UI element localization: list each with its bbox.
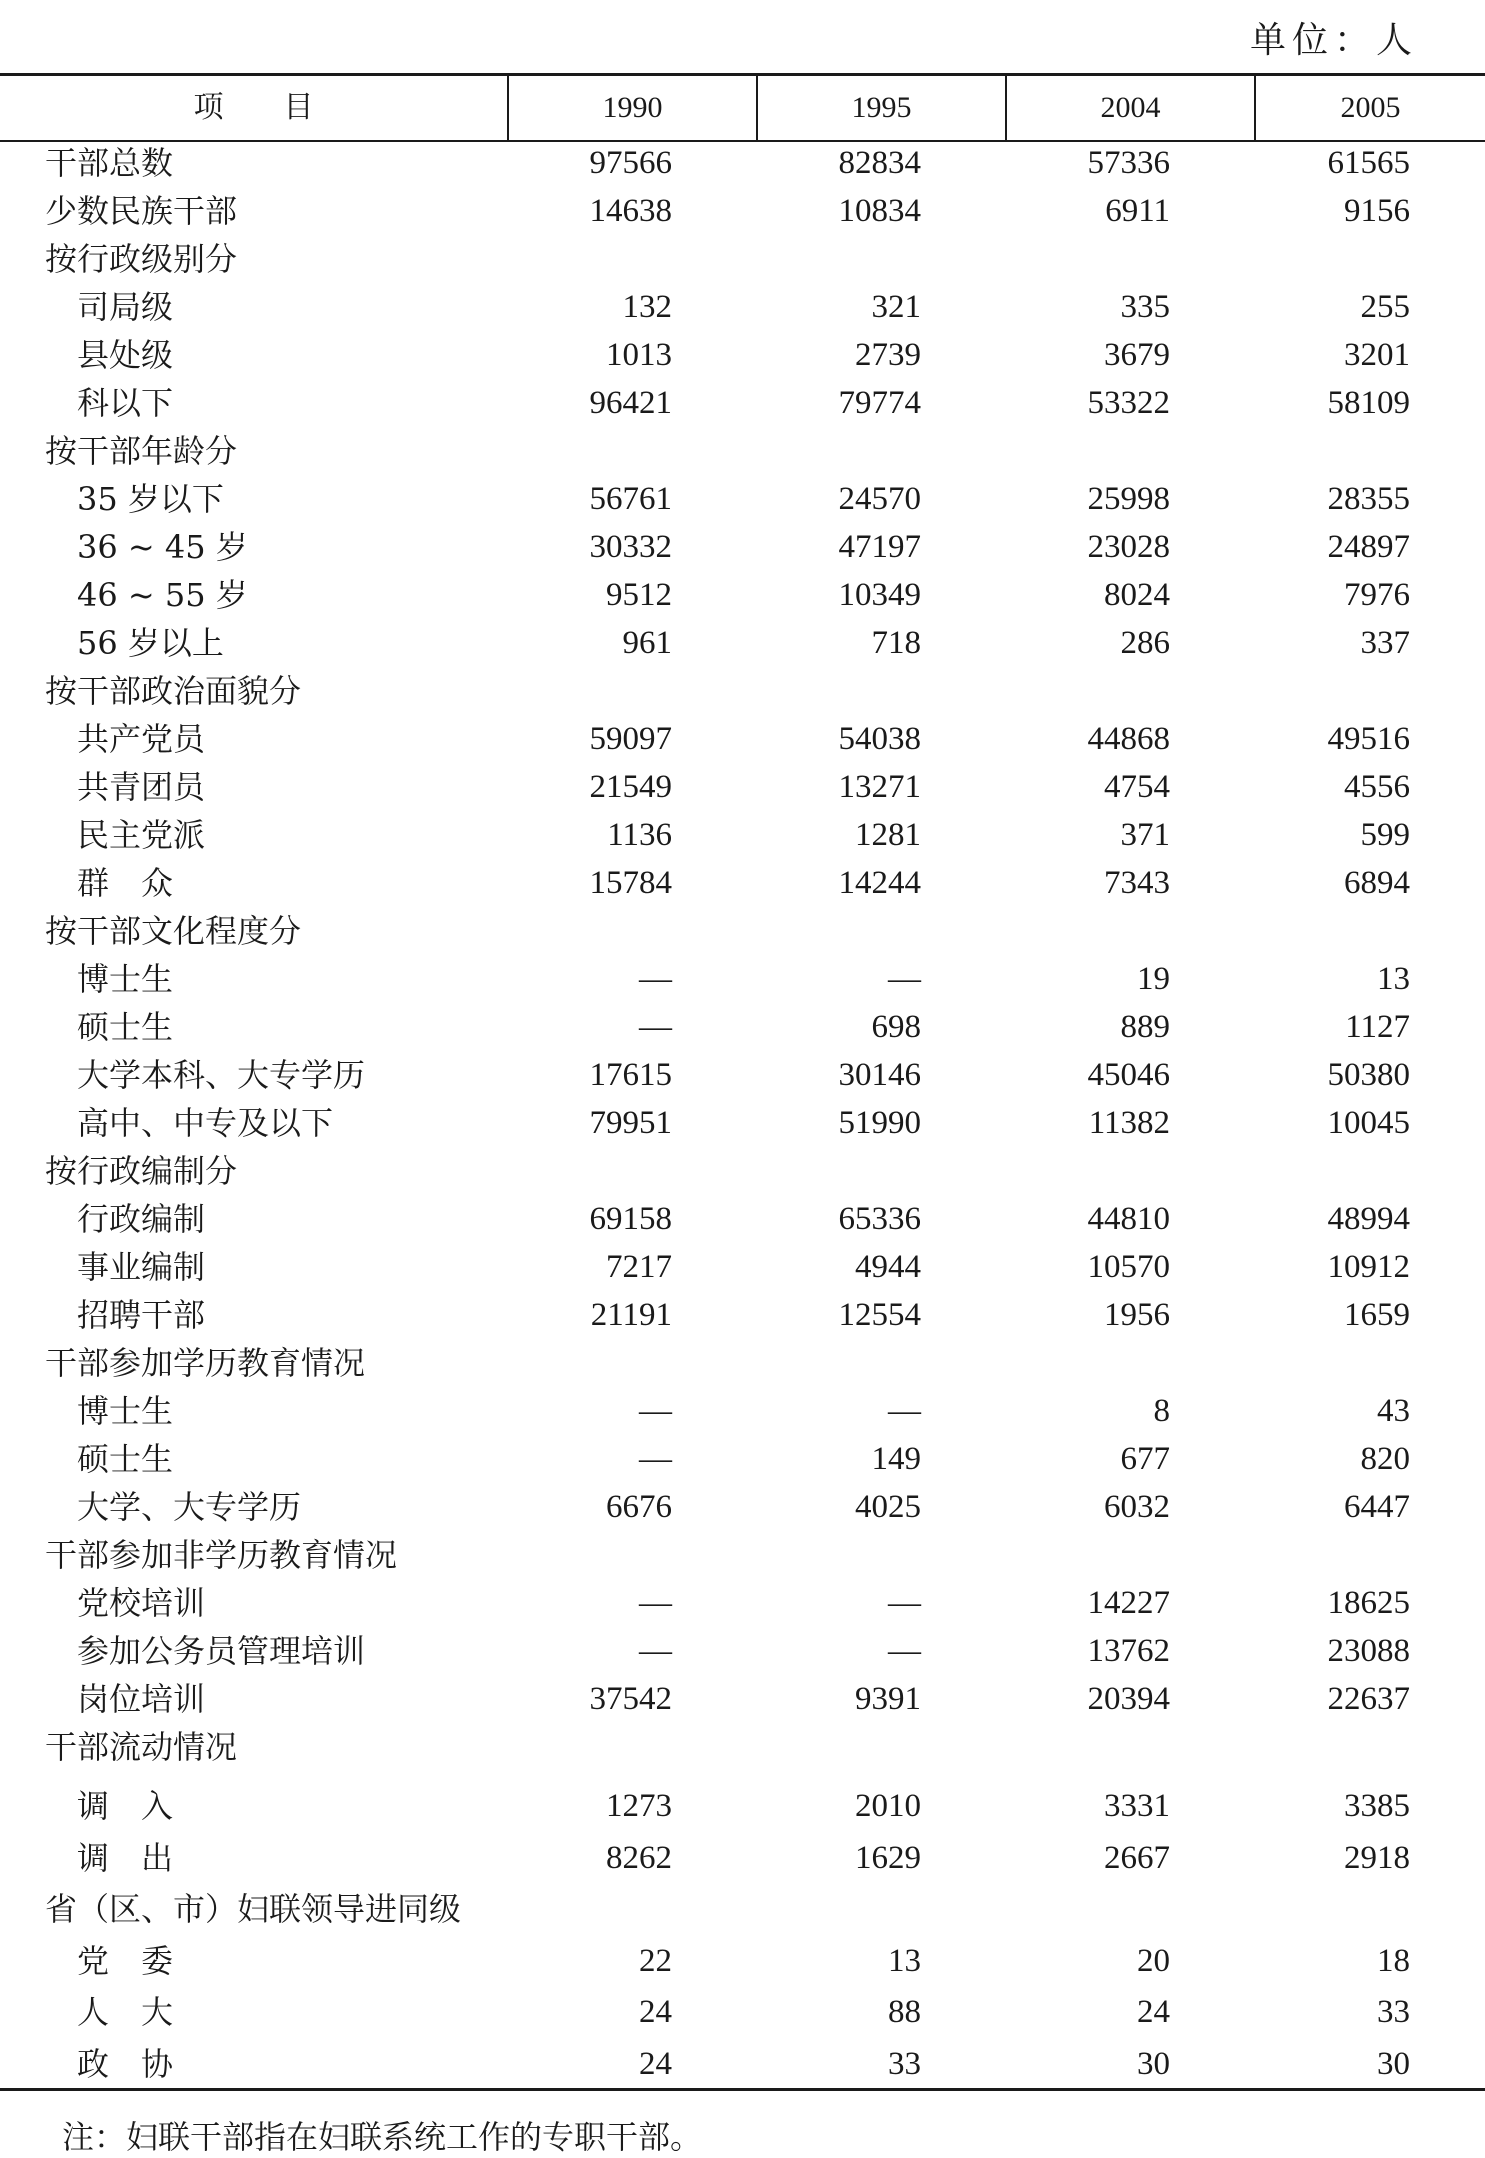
row-value: 4025 [855, 1489, 921, 1525]
row-value: 25998 [1087, 481, 1170, 517]
header-year: 2004 [1100, 91, 1161, 124]
row-value: 1273 [606, 1788, 672, 1824]
row-value: 10570 [1087, 1249, 1170, 1285]
row-value: 255 [1360, 289, 1410, 325]
row-label: 按行政编制分 [45, 1152, 238, 1190]
row-value: 1136 [607, 817, 672, 853]
row-value: 132 [622, 289, 672, 325]
row-value: 3385 [1344, 1788, 1410, 1824]
row-value: 4556 [1344, 769, 1410, 805]
row-label: 按干部年龄分 [45, 432, 238, 470]
row-label: 干部总数 [45, 144, 174, 182]
row-value: 61565 [1327, 145, 1410, 181]
row-label: 共青团员 [77, 768, 206, 806]
row-value: 7343 [1104, 865, 1170, 901]
row-label: 县处级 [77, 336, 174, 374]
row-label: 干部参加非学历教育情况 [45, 1536, 398, 1574]
row-value: 286 [1120, 625, 1170, 661]
row-value: 56761 [589, 481, 672, 517]
row-value: 8024 [1104, 577, 1170, 613]
row-value: 13 [888, 1943, 921, 1979]
row-value: 44810 [1087, 1201, 1170, 1237]
row-value: 321 [871, 289, 921, 325]
row-value: 698 [871, 1009, 921, 1045]
row-value: — [639, 1393, 672, 1429]
row-value: 889 [1120, 1009, 1170, 1045]
row-value: 6447 [1344, 1489, 1410, 1525]
row-value: — [639, 961, 672, 997]
row-value: 21549 [589, 769, 672, 805]
row-value: 10045 [1327, 1105, 1410, 1141]
header-item: 项 目 [193, 91, 314, 124]
row-label: 科以下 [77, 384, 174, 422]
row-value: 20 [1137, 1943, 1170, 1979]
row-label: 党校培训 [77, 1584, 206, 1622]
row-value: 371 [1120, 817, 1170, 853]
row-value: 88 [888, 1994, 921, 2030]
row-label: 少数民族干部 [45, 192, 238, 230]
footnote: 注：妇联干部指在妇联系统工作的专职干部。 [62, 2118, 703, 2156]
row-label: 招聘干部 [77, 1296, 206, 1334]
row-value: 9156 [1344, 193, 1410, 229]
row-value: 30 [1377, 2046, 1410, 2082]
row-value: 45046 [1087, 1057, 1170, 1093]
row-label: 行政编制 [77, 1200, 206, 1238]
row-value: 8262 [606, 1840, 672, 1876]
row-value: 50380 [1327, 1057, 1410, 1093]
header-year: 2005 [1340, 91, 1401, 124]
row-value: 3679 [1104, 337, 1170, 373]
row-value: 44868 [1087, 721, 1170, 757]
row-value: 2667 [1104, 1840, 1170, 1876]
row-label: 博士生 [77, 960, 174, 998]
header-year: 1990 [602, 91, 663, 124]
row-value: 7976 [1344, 577, 1410, 613]
row-value: 21191 [590, 1297, 672, 1333]
row-value: 20394 [1087, 1681, 1170, 1717]
row-value: 149 [871, 1441, 921, 1477]
row-value: 79774 [838, 385, 921, 421]
row-label: 35 岁以下 [77, 480, 224, 518]
row-value: 13271 [838, 769, 921, 805]
row-value: 6032 [1104, 1489, 1170, 1525]
row-value: 6911 [1105, 193, 1170, 229]
row-value: 12554 [838, 1297, 921, 1333]
row-value: 30332 [589, 529, 672, 565]
row-value: 14244 [838, 865, 921, 901]
row-value: 18 [1377, 1943, 1410, 1979]
row-value: 37542 [589, 1681, 672, 1717]
row-value: 1013 [606, 337, 672, 373]
row-value: 6894 [1344, 865, 1410, 901]
row-label: 调 出 [77, 1839, 174, 1877]
row-value: 13 [1377, 961, 1410, 997]
row-value: 97566 [589, 145, 672, 181]
row-value: 24 [639, 1994, 672, 2030]
row-value: — [888, 1633, 921, 1669]
row-label: 干部流动情况 [45, 1728, 238, 1766]
row-label: 硕士生 [77, 1440, 174, 1478]
row-value: 9512 [606, 577, 672, 613]
row-label: 按干部政治面貌分 [45, 672, 302, 710]
row-label: 省（区、市）妇联领导进同级 [45, 1890, 462, 1928]
row-value: 54038 [838, 721, 921, 757]
row-label: 共产党员 [77, 720, 206, 758]
row-value: 24897 [1327, 529, 1410, 565]
row-label: 政 协 [77, 2045, 174, 2083]
row-value: 14638 [589, 193, 672, 229]
row-value: 79951 [589, 1105, 672, 1141]
row-value: 335 [1120, 289, 1170, 325]
table-top-rule [0, 73, 1485, 76]
row-value: 14227 [1087, 1585, 1170, 1621]
row-value: — [888, 1393, 921, 1429]
row-value: 1281 [855, 817, 921, 853]
row-value: 2918 [1344, 1840, 1410, 1876]
row-value: 4754 [1104, 769, 1170, 805]
row-value: 43 [1377, 1393, 1410, 1429]
row-value: 7217 [606, 1249, 672, 1285]
row-value: 1956 [1104, 1297, 1170, 1333]
row-value: — [888, 961, 921, 997]
row-label: 大学、大专学历 [77, 1488, 302, 1526]
row-value: — [639, 1633, 672, 1669]
row-value: 11382 [1088, 1105, 1170, 1141]
row-value: — [639, 1009, 672, 1045]
row-label: 参加公务员管理培训 [77, 1632, 366, 1670]
row-value: — [639, 1585, 672, 1621]
row-value: 65336 [838, 1201, 921, 1237]
row-label: 事业编制 [77, 1248, 206, 1286]
row-value: 24570 [838, 481, 921, 517]
row-value: 677 [1120, 1441, 1170, 1477]
row-value: 1629 [855, 1840, 921, 1876]
row-value: 24 [1137, 1994, 1170, 2030]
row-label: 高中、中专及以下 [77, 1104, 334, 1142]
row-value: 1127 [1345, 1009, 1410, 1045]
header-bottom-rule [0, 140, 1485, 142]
row-label: 调 入 [77, 1787, 174, 1825]
row-value: 820 [1360, 1441, 1410, 1477]
row-value: — [888, 1585, 921, 1621]
row-value: 6676 [606, 1489, 672, 1525]
row-label: 岗位培训 [77, 1680, 206, 1718]
row-value: 23088 [1327, 1633, 1410, 1669]
row-value: 9391 [855, 1681, 921, 1717]
row-value: 51990 [838, 1105, 921, 1141]
row-value: 10912 [1327, 1249, 1410, 1285]
row-value: 2739 [855, 337, 921, 373]
row-label: 按行政级别分 [45, 240, 238, 278]
row-value: 961 [622, 625, 672, 661]
row-label: 博士生 [77, 1392, 174, 1430]
row-value: 19 [1137, 961, 1170, 997]
row-value: 57336 [1087, 145, 1170, 181]
row-label: 党 委 [77, 1942, 174, 1980]
row-value: 4944 [855, 1249, 921, 1285]
row-label: 民主党派 [77, 816, 206, 854]
row-value: 8 [1153, 1393, 1170, 1429]
row-value: 2010 [855, 1788, 921, 1824]
row-label: 硕士生 [77, 1008, 174, 1046]
row-value: 30 [1137, 2046, 1170, 2082]
row-value: 69158 [589, 1201, 672, 1237]
row-value: 18625 [1327, 1585, 1410, 1621]
row-value: 1659 [1344, 1297, 1410, 1333]
row-value: 58109 [1327, 385, 1410, 421]
row-value: 53322 [1087, 385, 1170, 421]
row-value: 47197 [838, 529, 921, 565]
row-value: 718 [871, 625, 921, 661]
row-label: 按干部文化程度分 [45, 912, 302, 950]
unit-label: 单位：人 [1250, 20, 1419, 61]
row-value: 3201 [1344, 337, 1410, 373]
row-value: 30146 [838, 1057, 921, 1093]
row-value: 17615 [589, 1057, 672, 1093]
table-bottom-rule [0, 2088, 1485, 2091]
row-label: 群 众 [77, 864, 174, 902]
row-value: 3331 [1104, 1788, 1170, 1824]
row-value: — [639, 1441, 672, 1477]
row-label: 人 大 [77, 1993, 174, 2031]
row-value: 22 [639, 1943, 672, 1979]
row-value: 24 [639, 2046, 672, 2082]
row-value: 33 [888, 2046, 921, 2082]
row-value: 13762 [1087, 1633, 1170, 1669]
row-label: 36 ~ 45 岁 [77, 528, 248, 566]
row-value: 10834 [838, 193, 921, 229]
row-value: 59097 [589, 721, 672, 757]
row-value: 82834 [838, 145, 921, 181]
row-value: 33 [1377, 1994, 1410, 2030]
row-value: 599 [1360, 817, 1410, 853]
row-label: 大学本科、大专学历 [77, 1056, 366, 1094]
header-year: 1995 [851, 91, 912, 124]
row-value: 48994 [1327, 1201, 1410, 1237]
row-value: 10349 [838, 577, 921, 613]
row-value: 96421 [589, 385, 672, 421]
row-value: 337 [1360, 625, 1410, 661]
row-value: 49516 [1327, 721, 1410, 757]
row-value: 22637 [1327, 1681, 1410, 1717]
row-label: 干部参加学历教育情况 [45, 1344, 366, 1382]
row-value: 23028 [1087, 529, 1170, 565]
row-value: 28355 [1327, 481, 1410, 517]
row-label: 司局级 [77, 288, 174, 326]
row-label: 56 岁以上 [77, 624, 224, 662]
row-value: 15784 [589, 865, 672, 901]
row-label: 46 ~ 55 岁 [77, 576, 248, 614]
